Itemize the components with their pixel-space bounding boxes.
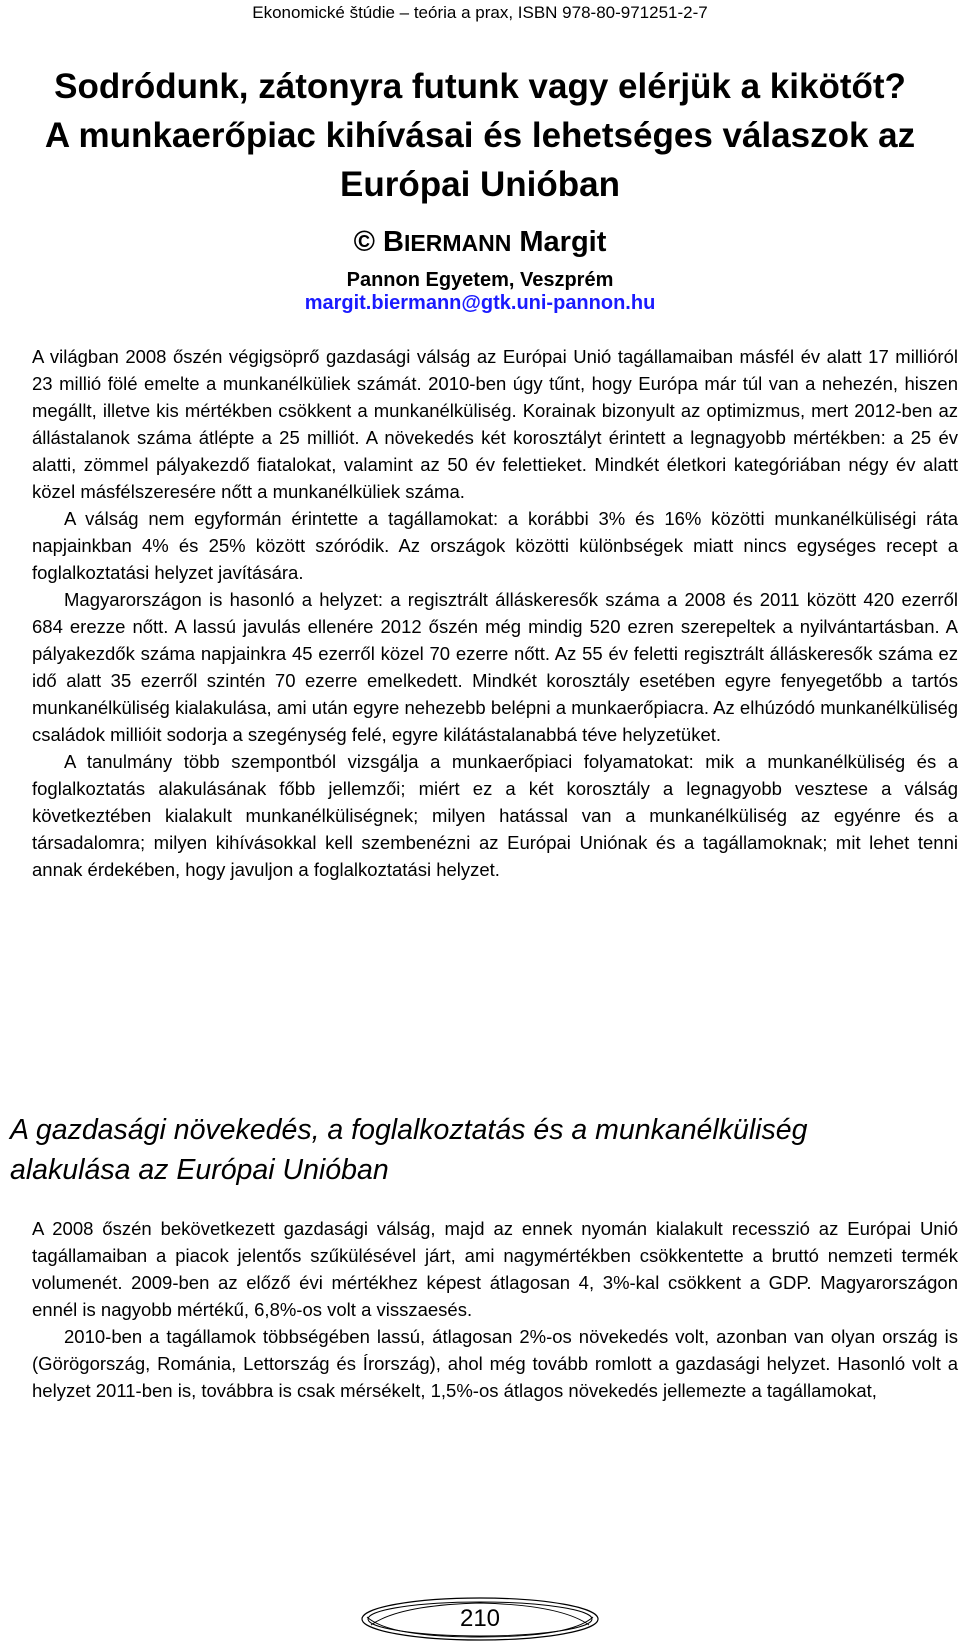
author-given-name: Margit xyxy=(519,226,607,258)
author-affiliation: Pannon Egyetem, Veszprém xyxy=(346,269,614,291)
abstract-paragraph: A világban 2008 őszén végigsöprő gazdasági válság az Európai Unió tagállamaiban másfél év alatt 17 millióról 23 millió fölé emelte a munkanélküliek számát. 2010-ben úgy tűnt, hogy Európa már túl van a nehezén, hiszen megállt, illetve kis mértékben csökkent a munkanélküliség. Korainak bizonyult az optimizmus, mert 2012-ben az állástalanok száma átlépte a 25 milliót. A növekedés két korosztályt érintett a legnagyobb mértékben: a 25 év alatti, zömmel pályakezdő fiatalokat, valamint az 50 év felettieket. Mindkét életkori kategóriában négy év alatt közel másfélszeresére nőtt a munkanélküliek száma. xyxy=(32,346,958,502)
section-heading xyxy=(10,1110,960,1190)
copyright-symbol: © xyxy=(353,226,375,258)
abstract-paragraph: A tanulmány több szempontból vizsgálja a munkaerőpiaci folyamatokat: mik a munkanélküliség és a foglalkoztatás alakulásának főbb jellemzői; miért ez a két korosztály a legnagyobb vesztese a válság következtében kialakult munkanélküliségnek; milyen hatással van a munkanélküliség az egyénre és a társadalomra; milyen kihívásokkal kell szembenézni az Európai Uniónak és a tagállamoknak; mit lehet tenni annak érdekében, hogy javuljon a foglalkoztatási helyzet. xyxy=(32,751,958,880)
author-line xyxy=(0,226,960,259)
title-line: A munkaerőpiac kihívásai és lehetséges válaszok az xyxy=(44,116,916,155)
running-header: Ekonomické štúdie – teória a prax, ISBN 978-80-971251-2-7 xyxy=(252,3,708,22)
author-surname xyxy=(383,226,511,258)
page-number: 210 xyxy=(459,1605,501,1632)
abstract xyxy=(32,343,958,883)
section-heading-line: A gazdasági növekedés, a foglalkoztatás és a munkanélküliség xyxy=(10,1114,808,1146)
section-heading-line: alakulása az Európai Unióban xyxy=(10,1154,389,1186)
title-line: Európai Unióban xyxy=(340,165,620,204)
title-line: Sodródunk, zátonyra futunk vagy elérjük a kikötőt? xyxy=(54,67,906,106)
article-title xyxy=(0,62,960,209)
page-number-badge xyxy=(359,1595,601,1643)
author-email-link[interactable]: margit.biermann@gtk.uni-pannon.hu xyxy=(304,292,656,314)
abstract-paragraph: Magyarországon is hasonló a helyzet: a regisztrált álláskeresők száma a 2008 és 2011 között 420 ezerről 684 erezze nőtt. A lassú javulás ellenére 2012 őszén még mindig 520 ezren szerepeltek a nyilvántartásban. A pályakezdők száma napjainkra 45 ezerről közel 70 ezerre nőtt. Az 55 év feletti regisztrált álláskeresők száma ez idő alatt 35 ezerről szintén 70 ezerre emelkedett. Mindkét korosztály esetében egyre fenyegetőbb a tartós munkanélküliség kialakulása, ami után egyre nehezebb belépni a munkaerőpiacra. Az elhúzódó munkanélküliség családok millióit sodorja a szegénység felé, egyre kilátástalanabbá téve helyzetüket. xyxy=(32,589,958,745)
author-surname-initial: B xyxy=(383,226,404,258)
section-body xyxy=(32,1215,958,1404)
abstract-paragraph: A válság nem egyformán érintette a tagállamokat: a korábbi 3% és 16% közötti munkanélküliségi ráta napjainkban 4% és 25% között szóródik. Az országok közötti különbségek miatt nincs egységes recept a foglalkoztatási helyzet javítására. xyxy=(32,508,958,583)
body-paragraph: A 2008 őszén bekövetkezett gazdasági válság, majd az ennek nyomán kialakult recesszió az Európai Unió tagállamaiban a piacok jelentős szűkülésével járt, ami nagymértékben csökkentette a bruttó nemzeti termék volumenét. 2009-ben az előző évi mértékhez képest átlagosan 4, 3%-kal csökkent a GDP. Magyarországon ennél is nagyobb mértékű, 6,8%-os volt a visszaesés. xyxy=(32,1218,958,1320)
author-surname-rest: IERMANN xyxy=(403,230,512,256)
body-paragraph: 2010-ben a tagállamok többségében lassú, átlagosan 2%-os növekedés volt, azonban van olyan ország is (Görögország, Románia, Lettország és Írország), ahol még tovább romlott a gazdasági helyzet. Hasonló volt a helyzet 2011-ben is, továbbra is csak mérsékelt, 1,5%-os átlagos növekedés jellemezte a tagállamokat, xyxy=(32,1326,958,1401)
